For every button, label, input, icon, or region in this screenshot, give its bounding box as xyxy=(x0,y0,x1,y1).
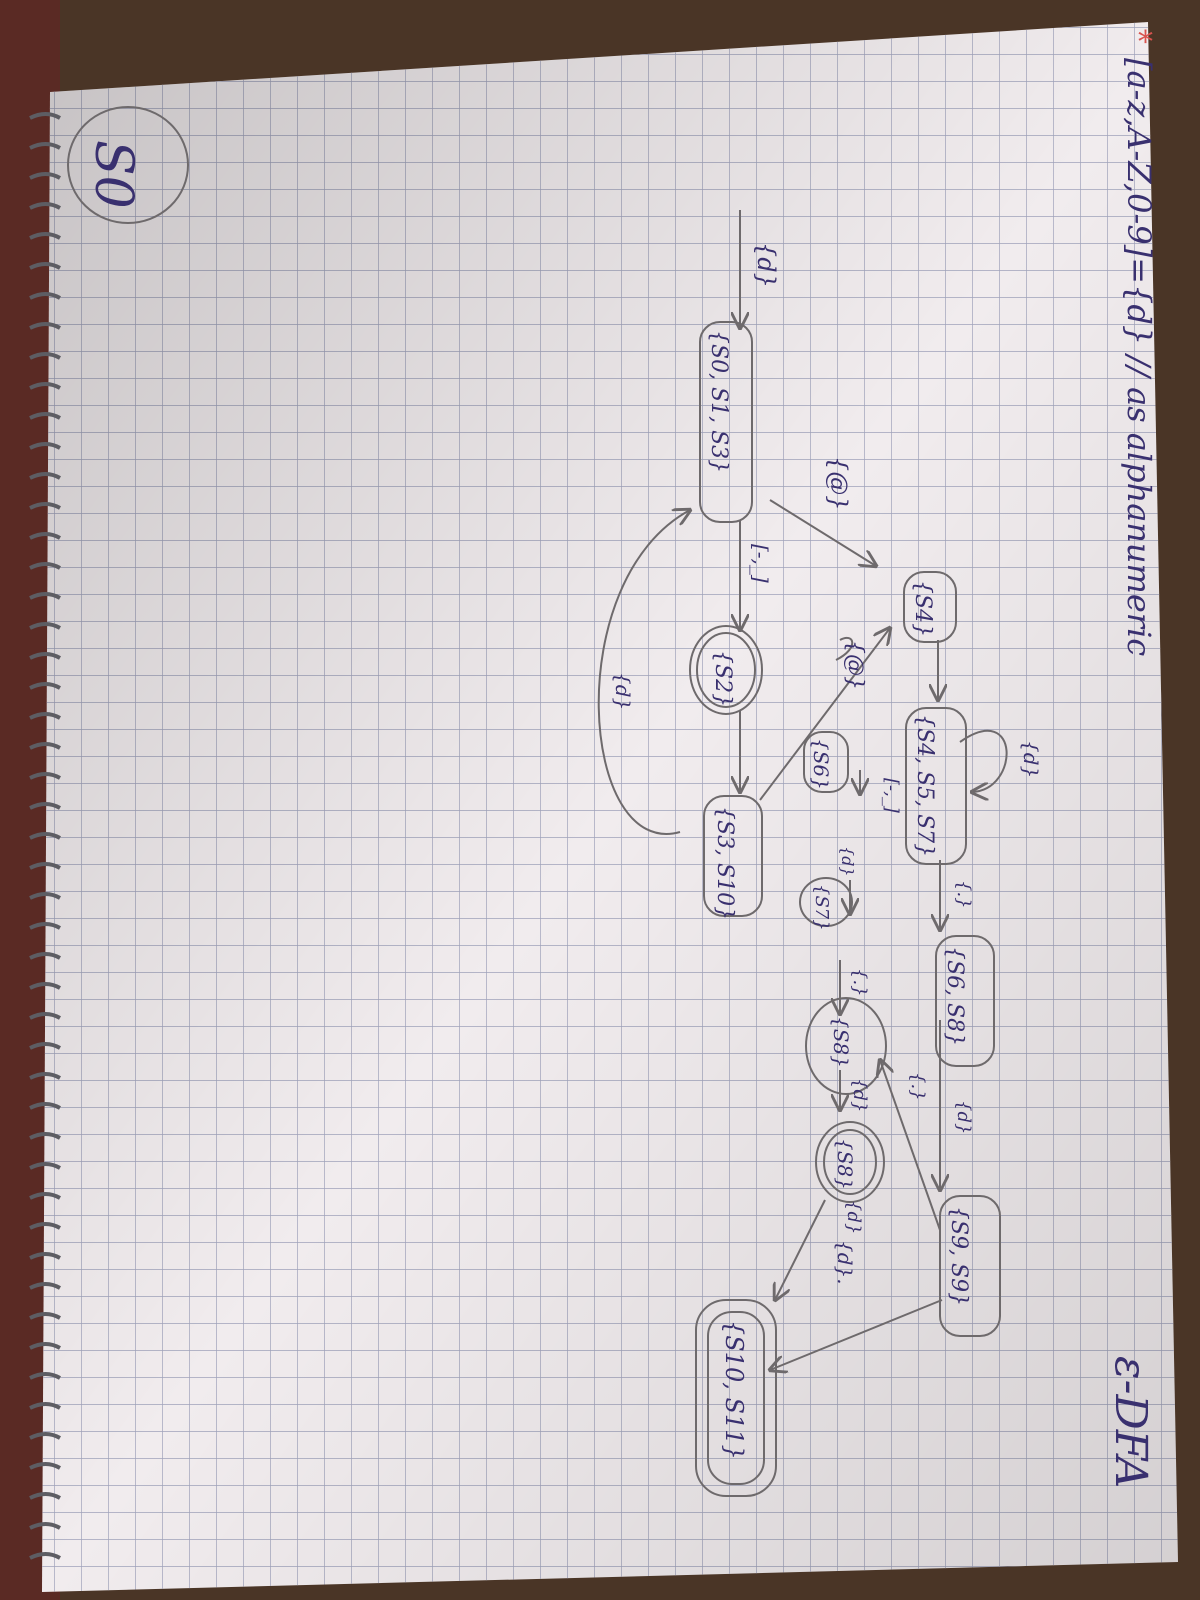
star-mark: * xyxy=(1138,25,1153,60)
label-dot3: {.} xyxy=(907,1072,928,1101)
state-label-n8: {S6, S8} xyxy=(942,946,967,1047)
state-label-n3: {S2} xyxy=(710,650,735,708)
state-label-n6: {S6} xyxy=(809,738,833,790)
label-dot2: {.} xyxy=(849,968,870,997)
label-d-self: {d} xyxy=(1019,740,1043,779)
label-at2: {@} xyxy=(842,640,867,690)
notebook-page xyxy=(42,22,1178,1592)
state-label-n10: {S8} xyxy=(833,1138,857,1190)
label-at: {@} xyxy=(824,456,852,511)
start-state-label: S0 xyxy=(83,140,143,209)
label-d6: {d}. xyxy=(833,1240,857,1285)
label-range: [-,_] xyxy=(749,544,773,583)
label-d-loop: {d} xyxy=(611,672,635,711)
label-d3: {d} xyxy=(838,846,857,877)
state-label-n4: {S3, S10} xyxy=(712,806,737,921)
title-note: ε-DFA xyxy=(1105,1356,1156,1489)
state-label-n12: {S10, S11} xyxy=(720,1320,748,1460)
header-note: [a-z,A-Z,0-9]={d} // as alphanumeric xyxy=(1120,58,1158,657)
label-d4: {d} xyxy=(849,1078,870,1113)
label-dash: [-,_] xyxy=(881,778,902,813)
state-label-n9: {S8} xyxy=(829,1016,853,1068)
state-label-n11: {S9, S9} xyxy=(946,1206,971,1307)
state-label-n2: {S4} xyxy=(910,580,935,638)
label-start: {d} xyxy=(752,242,780,288)
state-label-n1: {S0, S1, S3} xyxy=(706,330,731,474)
label-dot1: {.} xyxy=(953,880,974,909)
state-label-n7: {S7} xyxy=(811,884,832,931)
label-d5: {d} xyxy=(843,1200,864,1235)
state-label-n5: {S4, S5, S7} xyxy=(912,714,937,858)
label-d2: {d} xyxy=(953,1100,974,1135)
